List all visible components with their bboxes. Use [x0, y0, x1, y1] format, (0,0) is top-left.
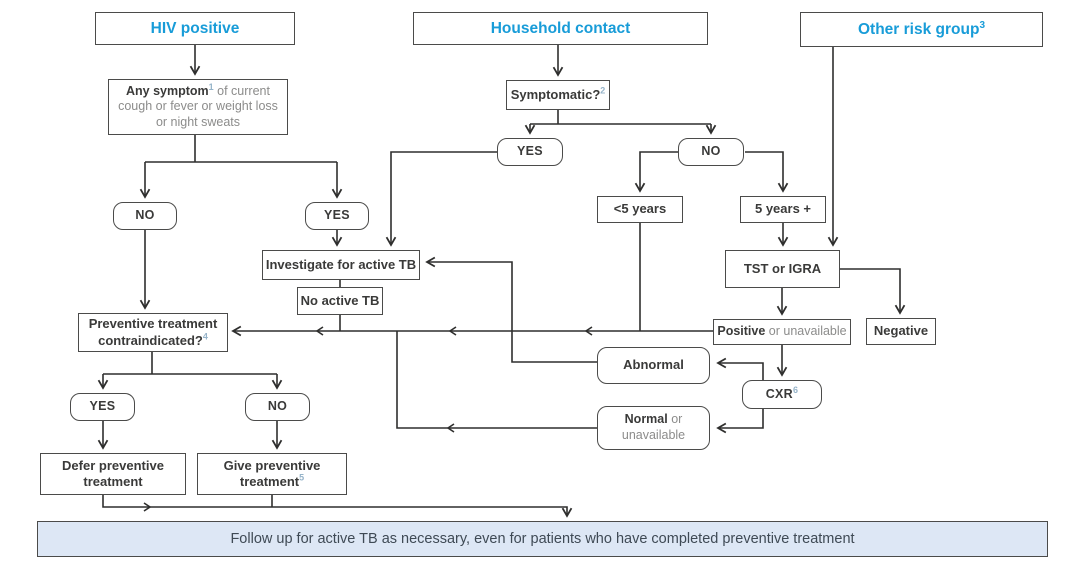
node-cxr-normal-label: Normal or unavailable — [621, 412, 686, 442]
node-defer-preventive-treatment-label: Defer preventive treatment — [62, 457, 164, 489]
header-hiv-positive — [95, 12, 295, 45]
header-household-contact — [413, 12, 708, 45]
node-give-preventive-treatment — [197, 453, 347, 495]
node-symptomatic — [506, 80, 610, 110]
header-household-contact-label: Household contact — [490, 19, 631, 37]
node-tst-or-igra — [725, 250, 840, 288]
node-contraindicated-yes-label: YES — [89, 399, 116, 414]
node-cxr-label: CXR$^6$ — [765, 384, 799, 401]
node-symptomatic-no-label: NO — [701, 144, 721, 159]
node-any-symptom — [108, 79, 288, 135]
node-hiv-symptom-no-label: NO — [135, 208, 155, 223]
node-contraindicated-yes — [70, 393, 135, 421]
node-cxr-normal — [597, 406, 710, 450]
node-5-years-plus-label: 5 years + — [754, 201, 812, 217]
node-5-years-plus — [740, 196, 826, 223]
node-contraindicated-no-label: NO — [267, 399, 288, 414]
node-symptomatic-yes-label: YES — [517, 144, 543, 159]
node-no-active-tb — [297, 287, 383, 315]
node-tst-positive — [713, 319, 851, 345]
node-tst-negative-label: Negative — [873, 323, 929, 339]
node-any-symptom-label: Any symptom$^1$ of current cough or fever or weight loss or night sweats — [118, 81, 278, 129]
follow-up-banner — [37, 521, 1048, 557]
node-defer-preventive-treatment — [40, 453, 186, 495]
node-preventive-treatment-contraindicated-label: Preventive treatment contraindicated?$^4$ — [88, 316, 218, 348]
node-investigate-active-tb-label: Investigate for active TB — [265, 256, 417, 272]
node-give-preventive-treatment-label: Give preventive treatment$^5$ — [223, 457, 321, 489]
node-hiv-symptom-yes — [305, 202, 369, 230]
header-other-risk-group — [800, 12, 1043, 47]
header-other-risk-group-label: Other risk group$^3$ — [858, 19, 985, 38]
node-investigate-active-tb — [262, 250, 420, 280]
node-contraindicated-no — [245, 393, 310, 421]
node-tst-or-igra-label: TST or IGRA — [743, 260, 822, 276]
node-cxr-abnormal — [597, 347, 710, 384]
node-under-5-years-label: <5 years — [613, 201, 667, 217]
node-cxr — [742, 380, 822, 409]
node-hiv-symptom-yes-label: YES — [324, 208, 350, 223]
node-symptomatic-yes — [497, 138, 563, 166]
node-tst-negative — [866, 318, 936, 345]
node-symptomatic-no — [678, 138, 744, 166]
node-no-active-tb-label: No active TB — [300, 292, 380, 308]
node-cxr-abnormal-label: Abnormal — [623, 357, 684, 373]
node-tst-positive-label: Positive or unavailable — [717, 324, 847, 339]
follow-up-banner-label: Follow up for active TB as necessary, even for patients who have completed preventive treatment — [230, 530, 855, 547]
node-symptomatic-label: Symptomatic?$^2$ — [510, 85, 606, 102]
node-preventive-treatment-contraindicated — [78, 313, 228, 352]
header-hiv-positive-label: HIV positive — [150, 19, 240, 37]
node-under-5-years — [597, 196, 683, 223]
node-hiv-symptom-no — [113, 202, 177, 230]
